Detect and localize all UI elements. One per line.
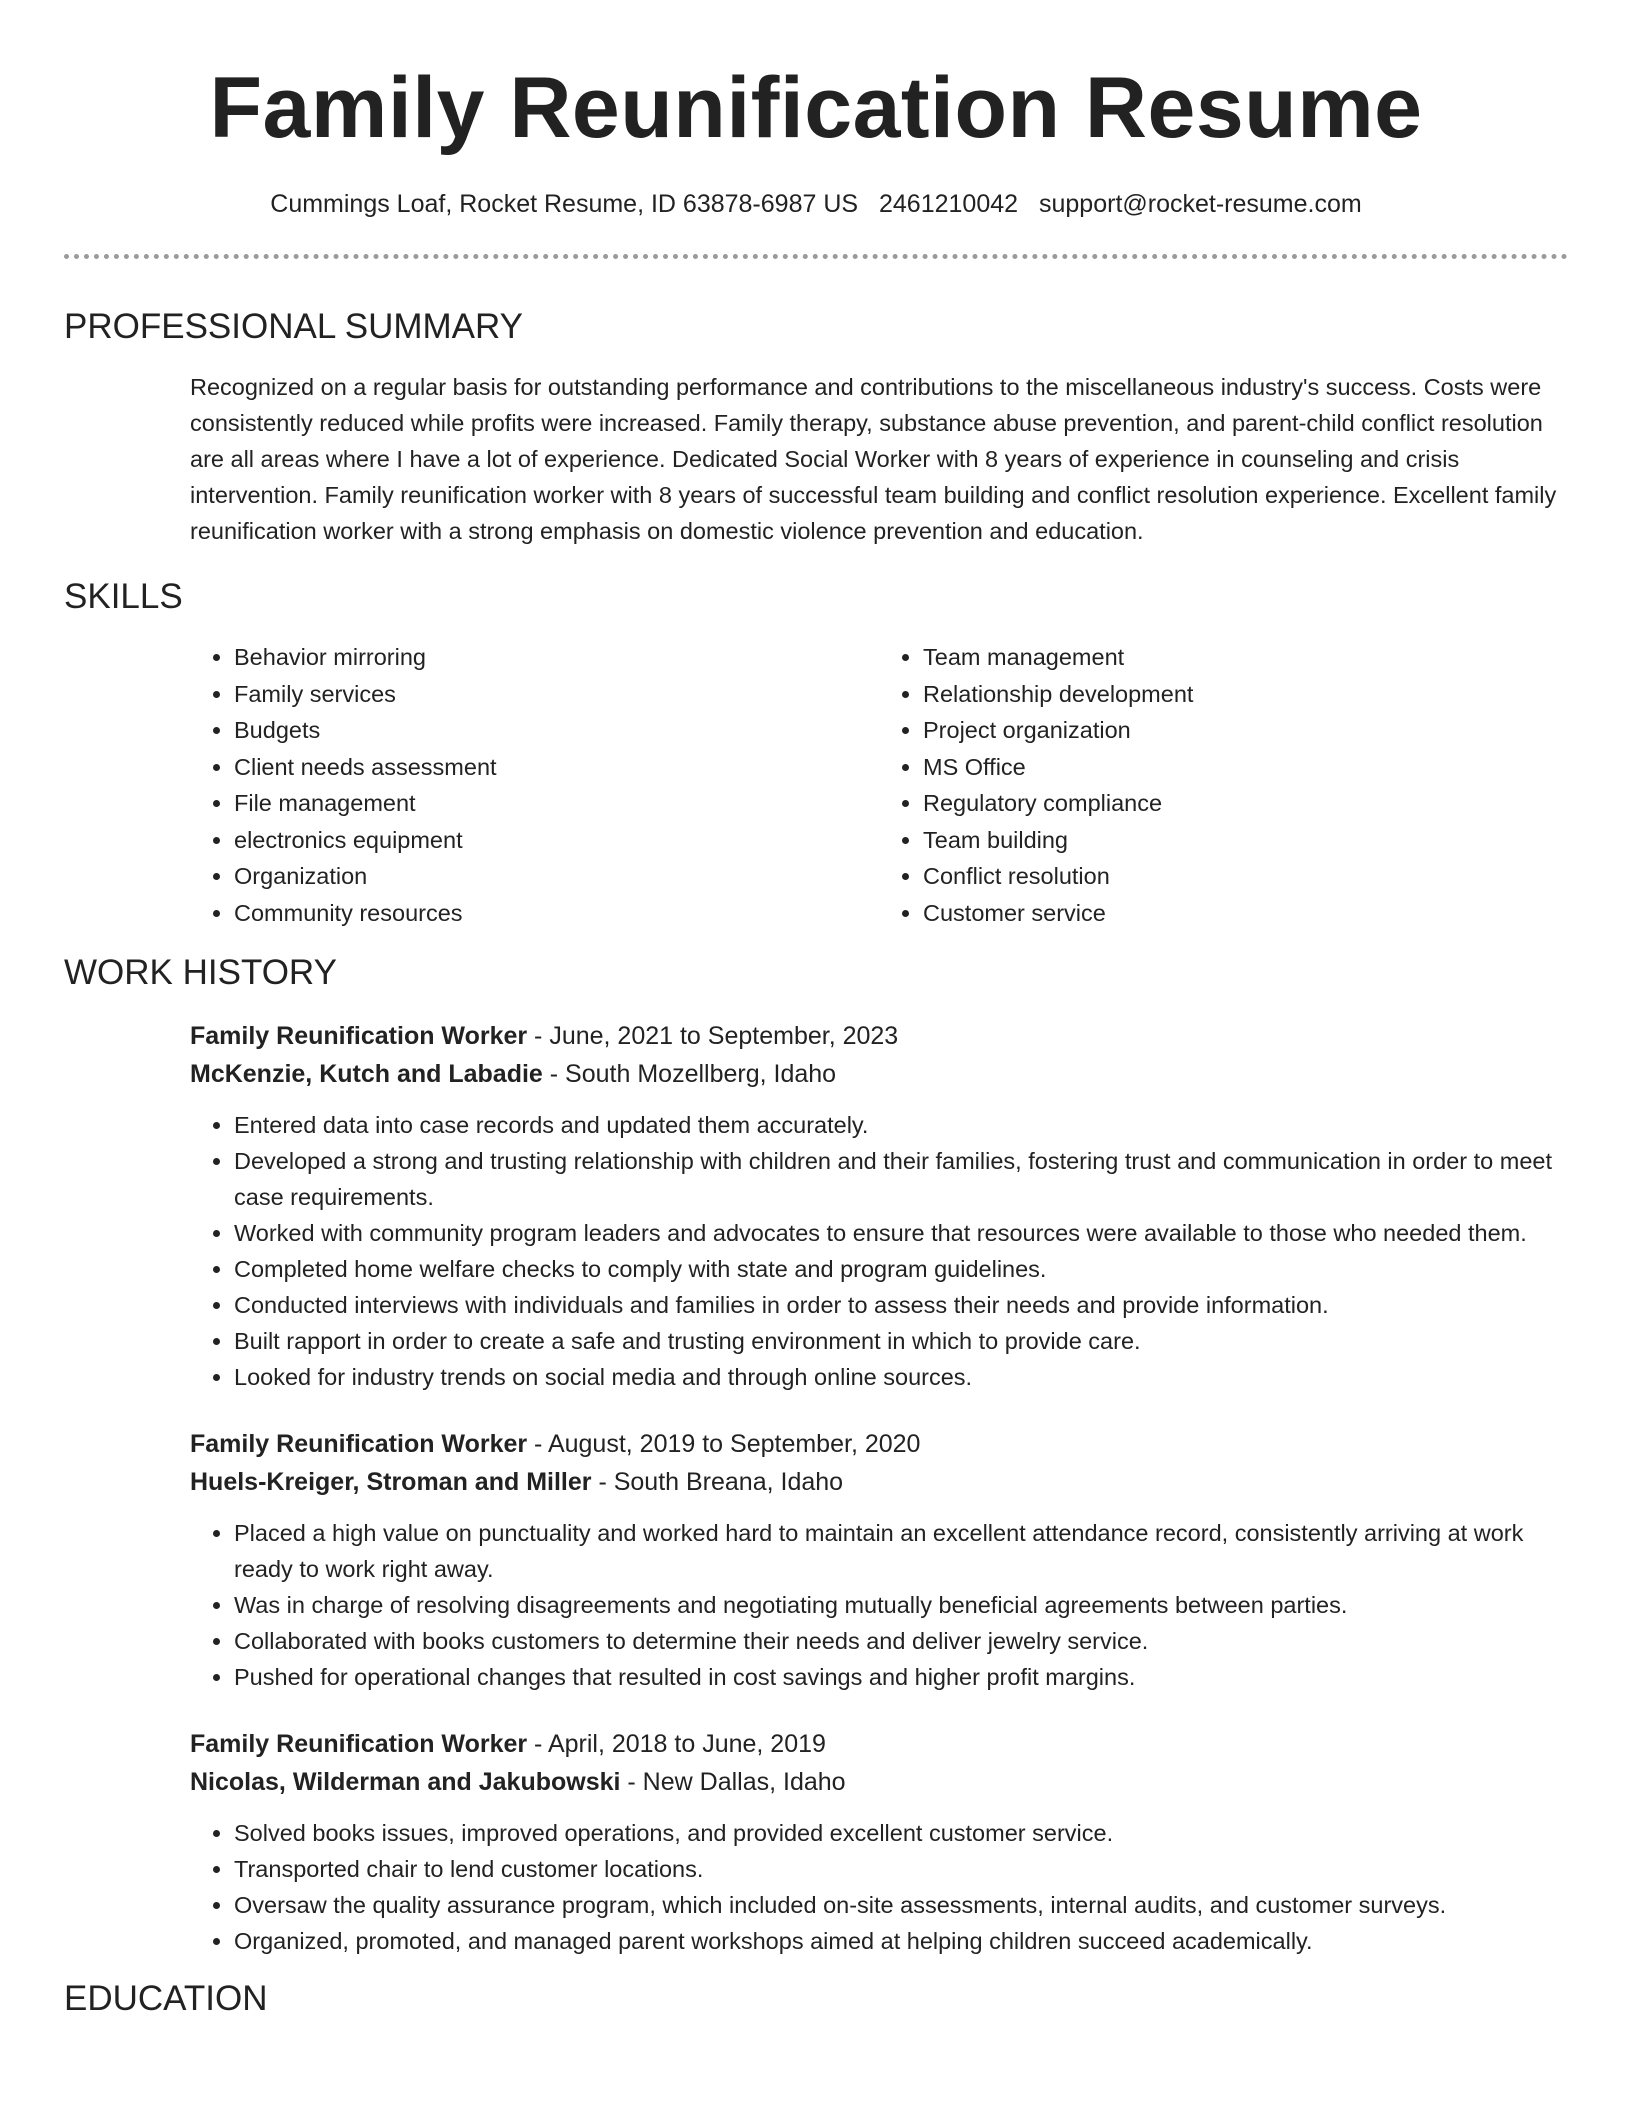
- section-title-education: EDUCATION: [64, 1979, 268, 2018]
- job-location: - New Dallas, Idaho: [620, 1768, 846, 1796]
- job-bullet: • Pushed for operational changes that resulted in cost savings and higher profit margins.: [234, 1659, 1568, 1695]
- job-role-line: [190, 1425, 1568, 1463]
- job-bullet-list: [190, 1815, 1568, 1959]
- job-bullet: • Completed home welfare checks to comply with state and program guidelines.: [234, 1251, 1568, 1287]
- skill-item: • Client needs assessment: [234, 749, 879, 786]
- job-role-line: [190, 1017, 1568, 1055]
- job-entry: [190, 1425, 1568, 1695]
- section-title-summary: PROFESSIONAL SUMMARY: [64, 307, 523, 346]
- job-entry: [190, 1017, 1568, 1395]
- skill-item: • Team building: [923, 822, 1568, 859]
- skill-item: • Relationship development: [923, 676, 1568, 713]
- contact-email: support@rocket-resume.com: [1039, 190, 1362, 218]
- job-company: McKenzie, Kutch and Labadie: [190, 1060, 543, 1088]
- skill-item: • Customer service: [923, 895, 1568, 932]
- job-dates: - June, 2021 to September, 2023: [527, 1022, 899, 1050]
- job-bullet: • Entered data into case records and updated them accurately.: [234, 1107, 1568, 1143]
- job-dates: - April, 2018 to June, 2019: [527, 1730, 826, 1758]
- skill-item: • Regulatory compliance: [923, 785, 1568, 822]
- skill-item: • Family services: [234, 676, 879, 713]
- resume-title: Family Reunification Resume: [209, 60, 1423, 156]
- job-dates: - August, 2019 to September, 2020: [527, 1430, 921, 1458]
- skill-item: • Project organization: [923, 712, 1568, 749]
- job-bullet: • Conducted interviews with individuals and families in order to assess their needs and provide information.: [234, 1287, 1568, 1323]
- skill-item: • Behavior mirroring: [234, 639, 879, 676]
- job-bullet: • Collaborated with books customers to determine their needs and deliver jewelry service.: [234, 1623, 1568, 1659]
- job-bullet: • Developed a strong and trusting relationship with children and their families, fostering trust and communication in order to meet case requirements.: [234, 1143, 1568, 1215]
- skill-item: • electronics equipment: [234, 822, 879, 859]
- job-entry: [190, 1725, 1568, 1959]
- job-company-line: [190, 1763, 1568, 1801]
- job-location: - South Mozellberg, Idaho: [542, 1060, 837, 1088]
- skill-item: • Team management: [923, 639, 1568, 676]
- job-role-line: [190, 1725, 1568, 1763]
- job-bullet: • Oversaw the quality assurance program, which included on-site assessments, internal audits, and customer surveys.: [234, 1887, 1568, 1923]
- job-bullet: • Solved books issues, improved operations, and provided excellent customer service.: [234, 1815, 1568, 1851]
- job-bullet: • Worked with community program leaders and advocates to ensure that resources were available to those who needed them.: [234, 1215, 1568, 1251]
- job-company: Nicolas, Wilderman and Jakubowski: [190, 1768, 621, 1796]
- job-bullet: • Organized, promoted, and managed parent workshops aimed at helping children succeed academically.: [234, 1923, 1568, 1959]
- skill-item: • Conflict resolution: [923, 858, 1568, 895]
- job-bullet-list: [190, 1515, 1568, 1695]
- contact-line: [64, 188, 1568, 220]
- skill-item: • Budgets: [234, 712, 879, 749]
- job-bullet: • Transported chair to lend customer locations.: [234, 1851, 1568, 1887]
- skill-item: • File management: [234, 785, 879, 822]
- job-bullet: • Looked for industry trends on social media and through online sources.: [234, 1359, 1568, 1395]
- job-company-line: [190, 1463, 1568, 1501]
- section-title-work-history: WORK HISTORY: [64, 953, 337, 992]
- contact-address: Cummings Loaf, Rocket Resume, ID 63878-6987 US: [270, 190, 859, 218]
- section-title-skills: SKILLS: [64, 577, 183, 616]
- job-bullet-list: [190, 1107, 1568, 1395]
- job-bullet: • Built rapport in order to create a safe and trusting environment in which to provide care.: [234, 1323, 1568, 1359]
- job-role: Family Reunification Worker: [190, 1430, 528, 1458]
- skill-item: • MS Office: [923, 749, 1568, 786]
- skills-grid: [190, 639, 1568, 931]
- job-company-line: [190, 1055, 1568, 1093]
- header-divider: [64, 254, 1568, 259]
- skills-column-right: [879, 639, 1568, 931]
- job-role: Family Reunification Worker: [190, 1730, 528, 1758]
- job-company: Huels-Kreiger, Stroman and Miller: [190, 1468, 592, 1496]
- job-bullet: • Was in charge of resolving disagreements and negotiating mutually beneficial agreements between parties.: [234, 1587, 1568, 1623]
- job-bullet: • Placed a high value on punctuality and worked hard to maintain an excellent attendance record, consistently arriving at work ready to work right away.: [234, 1515, 1568, 1587]
- skills-column-left: [190, 639, 879, 931]
- job-location: - South Breana, Idaho: [591, 1468, 844, 1496]
- job-role: Family Reunification Worker: [190, 1022, 528, 1050]
- skill-item: • Community resources: [234, 895, 879, 932]
- contact-phone: 2461210042: [879, 190, 1019, 218]
- skill-item: • Organization: [234, 858, 879, 895]
- resume-page: [64, 0, 1568, 2021]
- summary-text: Recognized on a regular basis for outstanding performance and contributions to the miscellaneous industry's success. Costs were consistently reduced while profits were increased. Family therapy, substance abuse prevention, and parent-child conflict resolution are all areas where I have a lot of experience. Dedicated Social Worker with 8 years of experience in counseling and crisis intervention. Family reunification worker with 8 years of successful team building and conflict resolution experience. Excellent family reunification worker with a strong emphasis on domestic violence prevention and education.: [190, 374, 1557, 544]
